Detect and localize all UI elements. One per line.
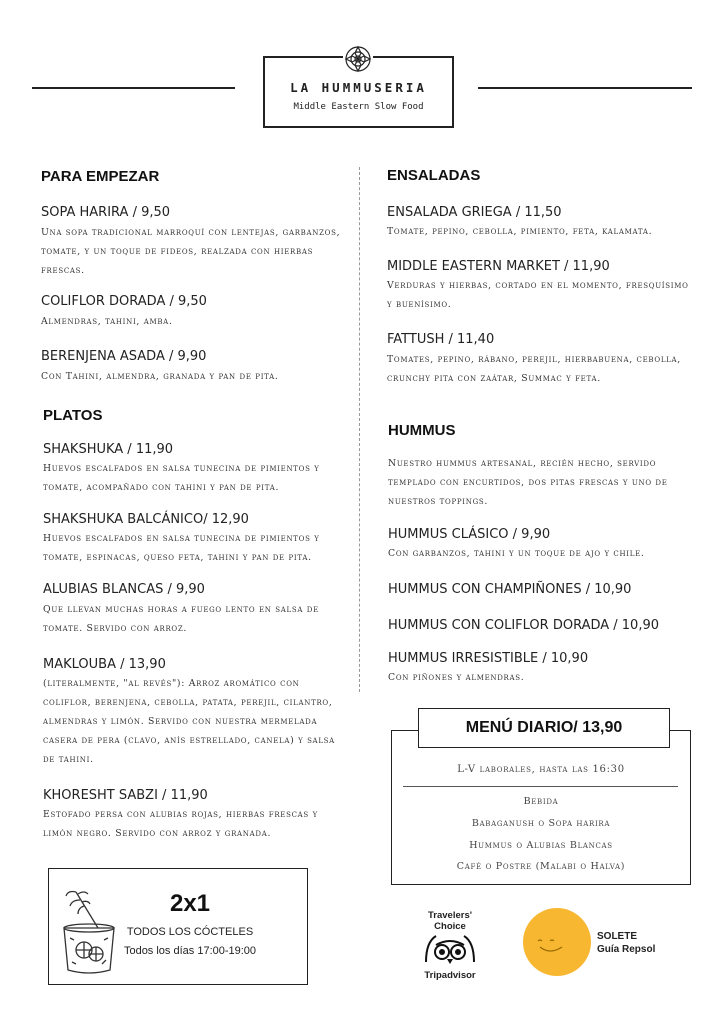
item-coliflor-dorada-desc: Almendras, tahini, amba. bbox=[41, 316, 173, 327]
section-title-hummus: HUMMUS bbox=[388, 422, 456, 439]
item-shakshuka-balcanico-desc: Huevos escalfados en salsa tunecina de pimientos y tomate, espinacas, queso feta, tahini y pan de pita. bbox=[43, 533, 320, 563]
item-fattush: FATTUSH / 11,40 bbox=[387, 332, 495, 347]
item-berenjena-asada-desc: Con Tahini, almendra, granada y pan de pita. bbox=[41, 371, 279, 382]
menu-diario-line-3: Hummus o Alubias Blancas bbox=[469, 840, 613, 851]
menu-diario-divider bbox=[403, 786, 678, 787]
item-berenjena-asada: BERENJENA ASADA / 9,90 bbox=[41, 349, 207, 364]
item-sopa-harira: SOPA HARIRA / 9,50 bbox=[41, 205, 171, 220]
menu-diario-line-4: Café o Postre (Malabi o Halva) bbox=[456, 861, 626, 872]
menu-diario-line-2: Babaganush o Sopa harira bbox=[471, 818, 611, 829]
item-middle-eastern-market-desc: Verduras y hierbas, cortado en el momento, fresquísimo y buenísimo. bbox=[387, 280, 689, 310]
item-shakshuka: SHAKSHUKA / 11,90 bbox=[43, 442, 174, 457]
item-sopa-harira-desc: Una sopa tradicional marroquí con lentejas, garbanzos, tomate, y un toque de fideos, realzada con hierbas frescas. bbox=[41, 227, 341, 276]
item-hummus-irresistible: HUMMUS IRRESISTIBLE / 10,90 bbox=[388, 651, 589, 666]
brand-tagline: Middle Eastern Slow Food bbox=[293, 102, 424, 112]
item-maklouba-desc: (literalmente, "al revés"): Arroz aromático con coliflor, berenjena, cebolla, patata, perejil, cilantro, almendras y limón. Servido con nuestra mermelada casera de pera (clavo, anís estrellado, canela) y salsa de tahini. bbox=[43, 678, 335, 765]
item-coliflor-dorada: COLIFLOR DORADA / 9,50 bbox=[41, 294, 207, 309]
promo-line-2: Todos los días 17:00-19:00 bbox=[123, 945, 257, 957]
header-rule-left bbox=[32, 87, 235, 89]
item-shakshuka-balcanico: SHAKSHUKA BALCÁNICO/ 12,90 bbox=[43, 512, 249, 527]
promo-line-1: TODOS LOS CÓCTELES bbox=[126, 926, 254, 938]
column-divider bbox=[359, 167, 360, 692]
menu-diario-line-1: Bebida bbox=[523, 796, 559, 807]
tripadvisor-badge bbox=[410, 910, 490, 985]
item-hummus-irresistible-desc: Con piñones y almendras. bbox=[388, 672, 525, 683]
item-shakshuka-desc: Huevos escalfados en salsa tunecina de pimientos y tomate, acompañado con tahini y pan de pita. bbox=[43, 463, 320, 493]
header-rule-right bbox=[478, 87, 692, 89]
hummus-intro: Nuestro hummus artesanal, recién hecho, servido templado con encurtidos, dos pitas frescas y uno de nuestros toppings. bbox=[388, 458, 668, 507]
item-ensalada-griega: ENSALADA GRIEGA / 11,50 bbox=[387, 205, 562, 220]
section-title-ensaladas: ENSALADAS bbox=[387, 167, 481, 184]
section-title-platos: PLATOS bbox=[43, 407, 103, 424]
item-maklouba: MAKLOUBA / 13,90 bbox=[43, 657, 166, 672]
menu-diario-schedule: L-V laborales, hasta las 16:30 bbox=[457, 764, 625, 775]
mandala-logo-icon bbox=[343, 44, 373, 74]
repsol-label-1: SOLETE bbox=[597, 931, 638, 942]
repsol-label-2: Guía Repsol bbox=[597, 944, 656, 955]
item-hummus-clasico-desc: Con garbanzos, tahini y un toque de ajo y chile. bbox=[388, 548, 645, 559]
tripadvisor-label-top: Travelers' bbox=[428, 910, 472, 921]
item-fattush-desc: Tomates, pepino, rábano, perejil, hierbabuena, cebolla, crunchy pita con zaátar, Summac y feta. bbox=[387, 354, 681, 384]
item-middle-eastern-market: MIDDLE EASTERN MARKET / 11,90 bbox=[387, 259, 610, 274]
tripadvisor-label-mid: Choice bbox=[434, 921, 466, 932]
menu-diario-title: MENÚ DIARIO/ 13,90 bbox=[418, 708, 670, 748]
item-hummus-champinones: HUMMUS CON CHAMPIÑONES / 10,90 bbox=[388, 582, 632, 597]
item-alubias-blancas: ALUBIAS BLANCAS / 9,90 bbox=[43, 582, 205, 597]
item-ensalada-griega-desc: Tomate, pepino, cebolla, pimiento, feta, kalamata. bbox=[387, 226, 653, 237]
cocktail-glass-icon bbox=[58, 888, 120, 978]
item-hummus-clasico: HUMMUS CLÁSICO / 9,90 bbox=[388, 527, 551, 542]
tripadvisor-label-bottom: Tripadvisor bbox=[424, 970, 476, 981]
item-hummus-coliflor-dorada: HUMMUS CON COLIFLOR DORADA / 10,90 bbox=[388, 618, 660, 633]
repsol-sun-icon bbox=[520, 905, 595, 980]
promo-headline: 2x1 bbox=[169, 890, 211, 917]
section-title-para-empezar: PARA EMPEZAR bbox=[41, 168, 160, 185]
item-khoresht-sabzi-desc: Estofado persa con alubias rojas, hierbas frescas y limón negro. Servido con arroz y granada. bbox=[43, 809, 318, 839]
brand-name: LA HUMMUSERIA bbox=[290, 80, 427, 95]
item-khoresht-sabzi: KHORESHT SABZI / 11,90 bbox=[43, 788, 208, 803]
item-alubias-blancas-desc: Que llevan muchas horas a fuego lento en salsa de tomate. Servido con arroz. bbox=[43, 604, 319, 634]
tripadvisor-owl-icon bbox=[424, 932, 476, 970]
